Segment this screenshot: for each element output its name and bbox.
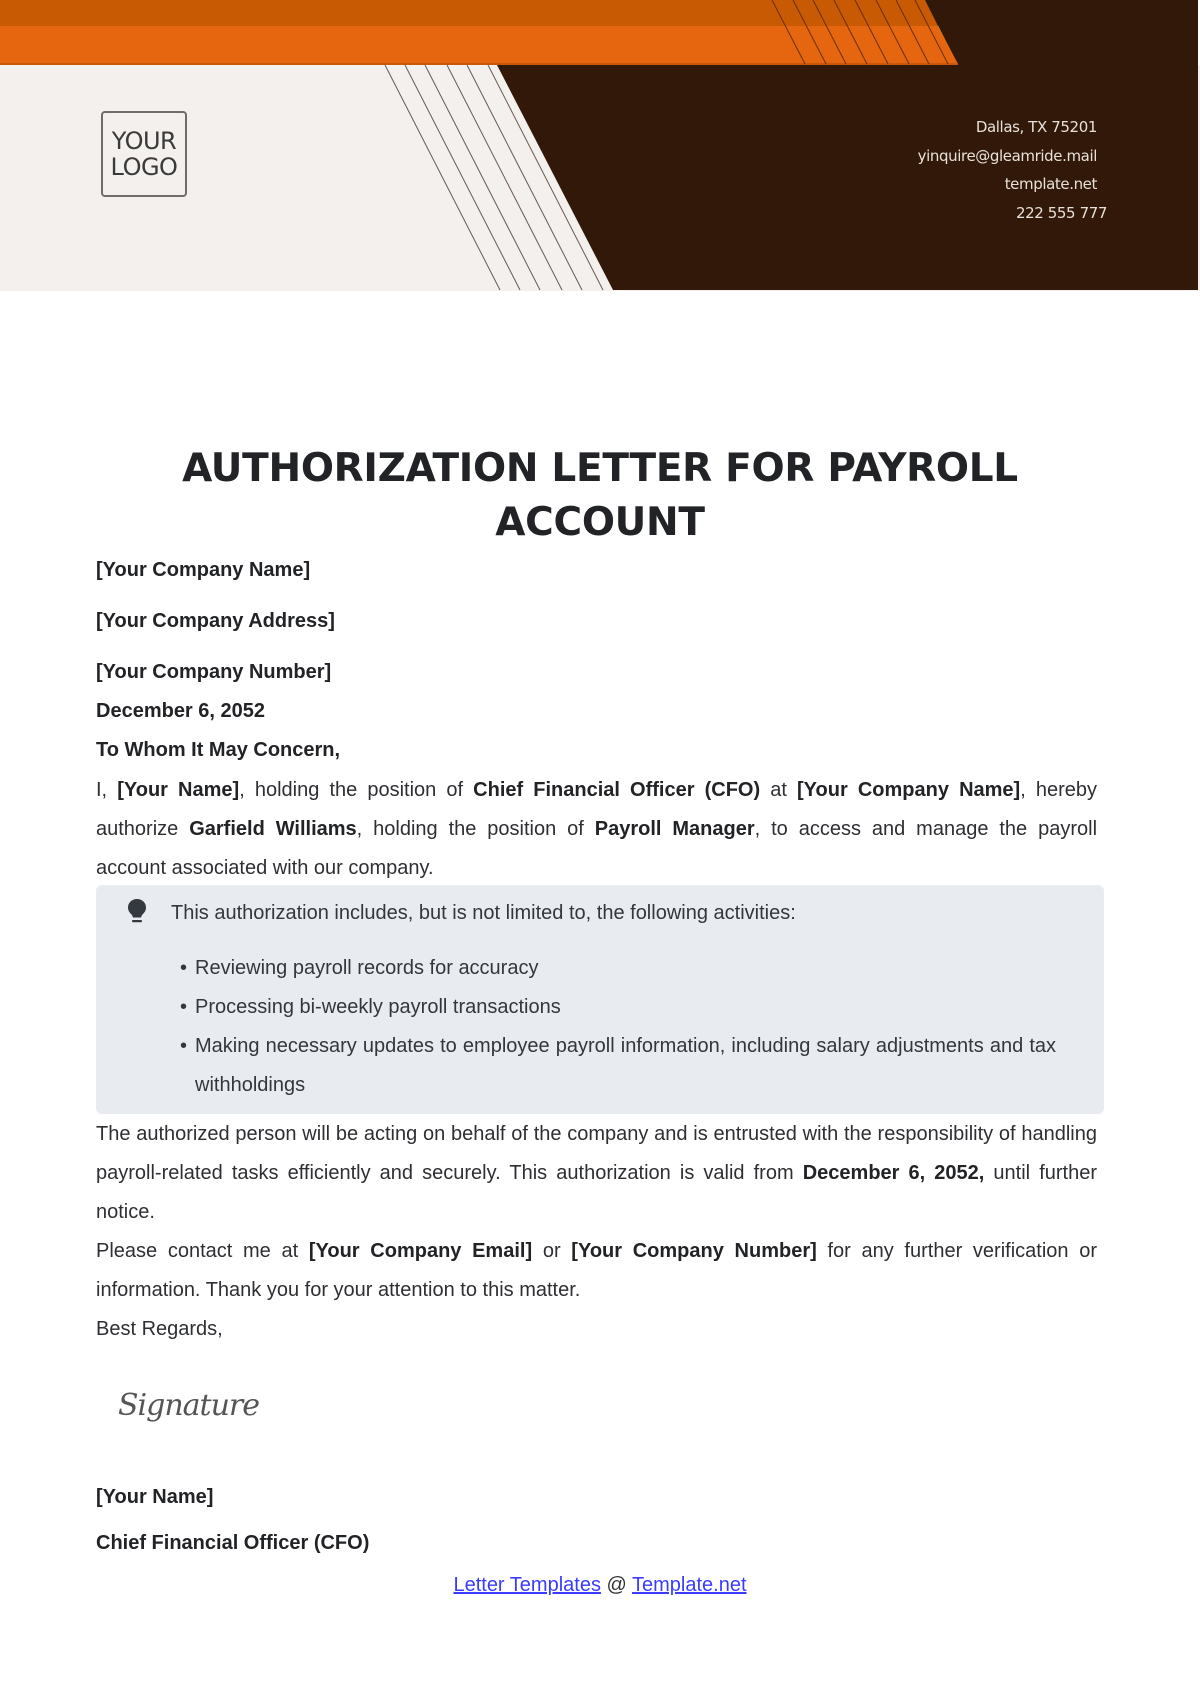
- authorized-person-name: Garfield Williams: [189, 818, 357, 840]
- letter-date: December 6, 2052: [96, 700, 266, 722]
- logo-line-1: YOUR: [111, 127, 177, 155]
- document-title: AUTHORIZATION LETTER FOR PAYROLL ACCOUNT: [182, 446, 1018, 545]
- callout-intro: This authorization includes, but is not limited to, the following activities:: [171, 902, 796, 924]
- text: The authorized person will be acting on behalf of the company and is entrusted with the responsibility of handling payroll-related tasks efficiently and securely. This authorization is valid from: [96, 1123, 1097, 1184]
- company-name-inline: [Your Company Name]: [797, 779, 1021, 801]
- text: at: [760, 779, 798, 801]
- company-number: [Your Company Number]: [96, 661, 332, 683]
- letter-body-top: [96, 555, 1097, 888]
- company-number-inline: [Your Company Number]: [571, 1240, 817, 1262]
- activities-callout: [96, 885, 1104, 1114]
- text: for any further verification or information. Thank you for your attention to this matter.: [96, 1240, 1097, 1301]
- footer: [0, 1570, 1200, 1600]
- company-name: [Your Company Name]: [96, 559, 311, 581]
- responsibility-paragraph: [96, 1115, 1097, 1232]
- company-email-inline: [Your Company Email]: [308, 1240, 533, 1262]
- letterhead: [0, 0, 1200, 291]
- authorizer-position: Chief Financial Officer (CFO): [473, 779, 761, 801]
- valid-from-date: December 6, 2052,: [802, 1162, 985, 1184]
- signer-title: Chief Financial Officer (CFO): [96, 1532, 370, 1554]
- authorizer-name: [Your Name]: [117, 779, 240, 801]
- text: or: [532, 1240, 572, 1262]
- list-item: • Processing bi-weekly payroll transactions: [180, 988, 1056, 1027]
- contact-email: yinquire@gleamride.mail: [917, 146, 1097, 165]
- signature: Signature: [118, 1388, 260, 1423]
- contact-website: template.net: [1004, 175, 1097, 193]
- letter-templates-link[interactable]: Letter Templates: [453, 1574, 601, 1596]
- signer-name: [Your Name]: [96, 1486, 214, 1508]
- logo-line-2: LOGO: [110, 153, 178, 181]
- activities-list: [180, 949, 1056, 1105]
- text: I,: [96, 779, 118, 801]
- company-logo-placeholder: [101, 111, 187, 197]
- authorization-paragraph: [96, 771, 1097, 888]
- contact-phone: 222 555 777: [1015, 203, 1107, 222]
- text: , hereby authorize: [96, 779, 1098, 840]
- company-address: [Your Company Address]: [96, 610, 335, 632]
- text: until further notice.: [96, 1162, 1098, 1223]
- text: Please contact me at: [96, 1240, 309, 1262]
- list-item: • Reviewing payroll records for accuracy: [180, 949, 1056, 988]
- contact-address: Dallas, TX 75201: [975, 118, 1097, 136]
- authorized-person-position: Payroll Manager: [594, 818, 755, 840]
- lightbulb-icon: [127, 898, 147, 924]
- text: , to access and manage the payroll account associated with our company.: [96, 818, 1098, 879]
- contact-block: [917, 113, 1107, 227]
- salutation: To Whom It May Concern,: [96, 739, 341, 761]
- contact-paragraph: [96, 1232, 1097, 1310]
- letter-body-bottom: [96, 1115, 1097, 1349]
- template-net-link[interactable]: Template.net: [632, 1574, 747, 1596]
- footer-separator: @: [600, 1574, 633, 1596]
- text: , holding the position of: [239, 779, 474, 801]
- closing: Best Regards,: [96, 1318, 223, 1340]
- text: , holding the position of: [356, 818, 595, 840]
- list-item: • Making necessary updates to employee payroll information, including salary adjustments and tax withholdings: [180, 1027, 1056, 1105]
